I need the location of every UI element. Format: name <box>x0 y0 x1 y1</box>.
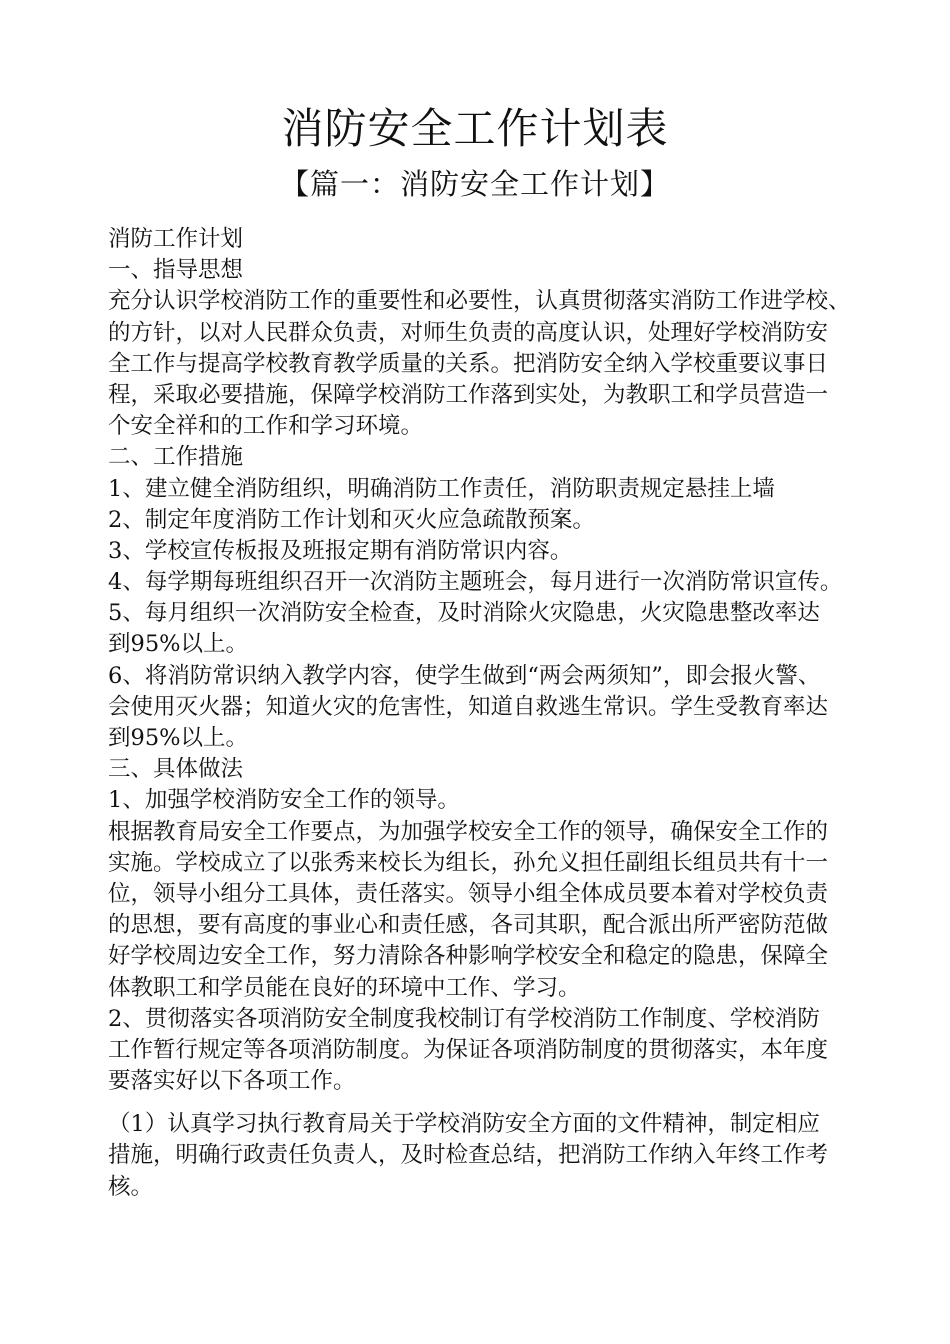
text-line: 充分认识学校消防工作的重要性和必要性，认真贯彻落实消防工作进学校、 <box>108 288 851 315</box>
text-line: 会使用灭火器；知道火灾的危害性，知道自救逃生常识。学生受教育率达 <box>108 693 829 720</box>
text-line: 到95%以上。 <box>108 725 249 751</box>
text-line: 实施。学校成立了以张秀来校长为组长，孙允义担任副组长组员共有十一 <box>108 849 829 876</box>
text-line: 2、贯彻落实各项消防安全制度我校制订有学校消防工作制度、学校消防 <box>108 1005 820 1032</box>
text-line: 措施，明确行政责任负责人，及时检查总结，把消防工作纳入年终工作考 <box>108 1142 829 1169</box>
text-line: 5、每月组织一次消防安全检查，及时消除火灾隐患，火灾隐患整改率达 <box>108 600 820 627</box>
paragraph-gap <box>108 1097 868 1109</box>
text-line: 2、制定年度消防工作计划和灭火应急疏散预案。 <box>108 506 595 533</box>
text-line: 消防工作计划 <box>108 226 244 252</box>
text-line: 体教职工和学员能在良好的环境中工作、学习。 <box>108 974 581 1001</box>
text-line: 好学校周边安全工作，努力清除各种影响学校安全和稳定的隐患，保障全 <box>108 943 829 970</box>
text-line: 3、学校宣传板报及班报定期有消防常识内容。 <box>108 537 573 564</box>
text-line: 工作暂行规定等各项消防制度。为保证各项消防制度的贯彻落实，本年度 <box>108 1036 829 1063</box>
text-line: 位，领导小组分工具体，责任落实。领导小组全体成员要本着对学校负责 <box>108 880 829 907</box>
document-title: 消防安全工作计划表 <box>281 104 669 153</box>
document-body <box>108 224 868 1203</box>
text-line: 到95%以上。 <box>108 631 249 658</box>
text-line: （1）认真学习执行教育局关于学校消防安全方面的文件精神，制定相应 <box>108 1111 820 1138</box>
text-line: 4、每学期每班组织召开一次消防主题班会，每月进行一次消防常识宣传。 <box>108 569 843 596</box>
text-line: 1、加强学校消防安全工作的领导。 <box>108 787 460 814</box>
text-line: 的思想，要有高度的事业心和责任感，各司其职，配合派出所严密防范做 <box>108 912 829 939</box>
text-line: 三、具体做法 <box>108 756 244 783</box>
text-line: 一、指导思想 <box>108 257 244 284</box>
text-line: 要落实好以下各项工作。 <box>108 1068 356 1095</box>
document-subtitle: 【篇一：消防安全工作计划】 <box>279 167 670 201</box>
text-line: 二、工作措施 <box>108 444 244 471</box>
text-line: 核。 <box>108 1173 154 1200</box>
text-line: 根据教育局安全工作要点，为加强学校安全工作的领导，确保安全工作的 <box>108 818 829 845</box>
text-line: 1、建立健全消防组织，明确消防工作责任，消防职责规定悬挂上墙 <box>108 475 775 502</box>
text-line: 全工作与提高学校教育教学质量的关系。把消防安全纳入学校重要议事日 <box>108 350 829 377</box>
text-line: 6、将消防常识纳入教学内容，使学生做到“两会两须知”，即会报火警、 <box>108 662 821 689</box>
text-line: 个安全祥和的工作和学习环境。 <box>108 413 424 440</box>
text-line: 程，采取必要措施，保障学校消防工作落到实处，为教职工和学员营造一 <box>108 381 829 408</box>
text-line: 的方针，以对人民群众负责，对师生负责的高度认识，处理好学校消防安 <box>108 319 829 346</box>
